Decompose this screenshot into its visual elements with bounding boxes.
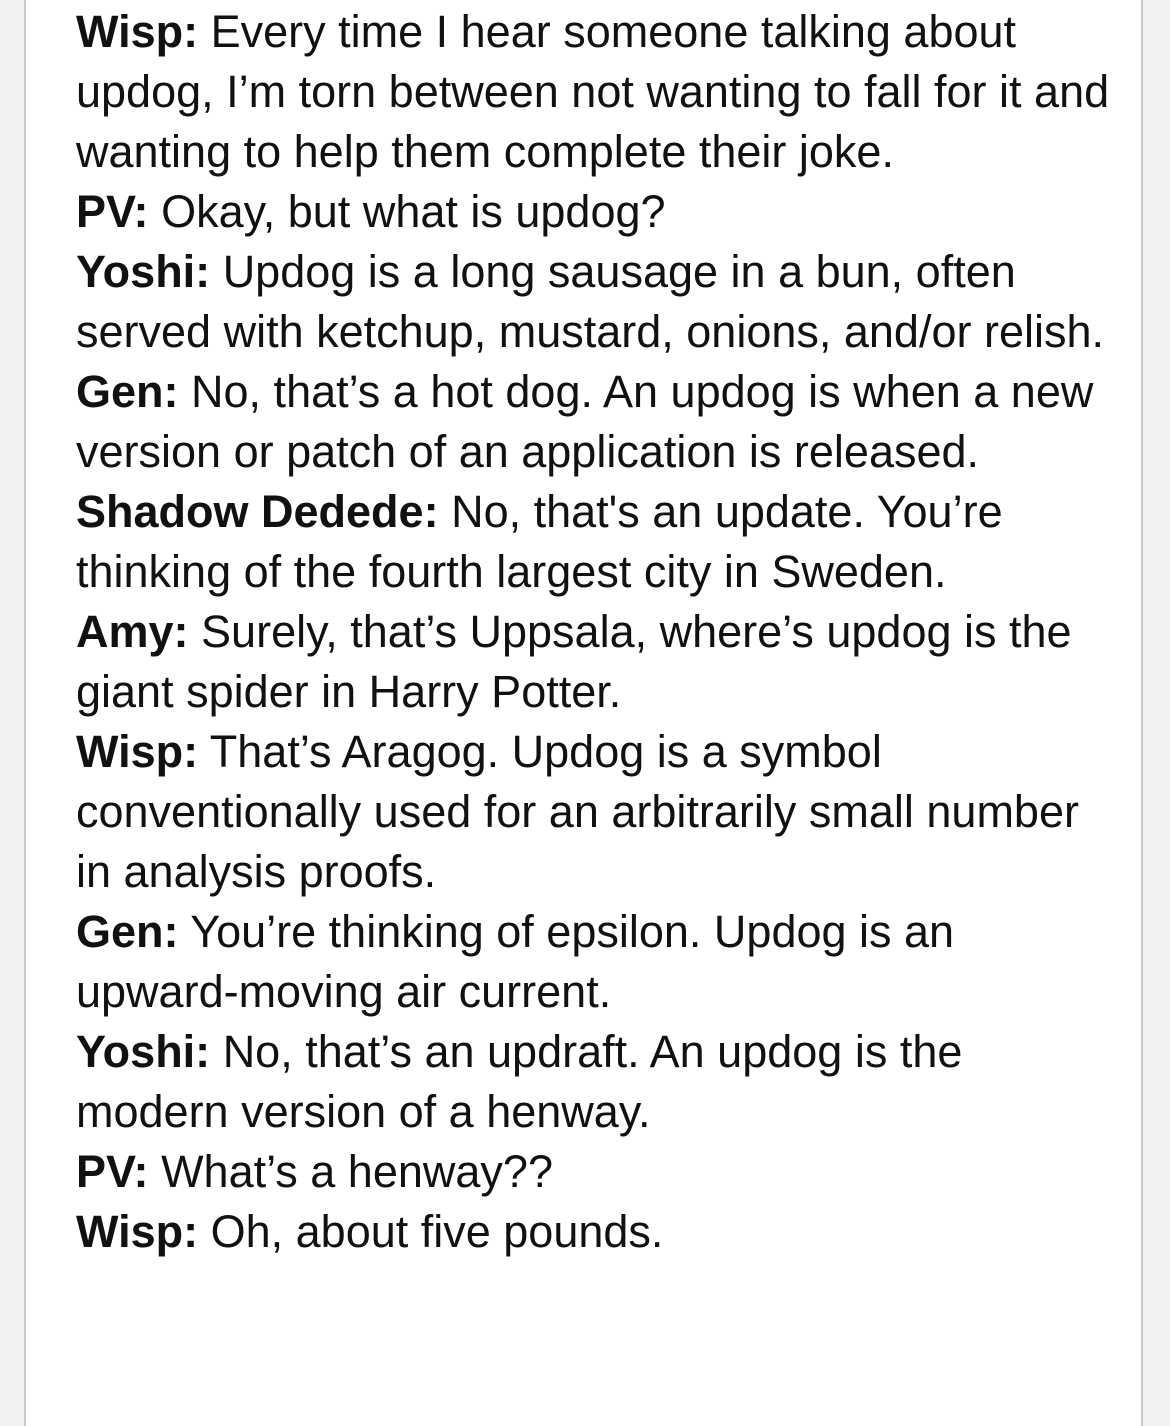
speaker-name: PV:	[76, 1146, 149, 1197]
dialogue-line	[76, 1022, 1116, 1142]
speaker-name: Wisp:	[76, 6, 199, 57]
speaker-name: Gen:	[76, 366, 179, 417]
dialogue-line	[76, 722, 1116, 902]
dialogue-line	[76, 242, 1116, 362]
dialogue-text: Updog is a long sausage in a bun, often served with ketchup, mustard, onions, and/or relish.	[76, 246, 1105, 357]
speaker-name: Yoshi:	[76, 1026, 211, 1077]
dialogue-line	[76, 482, 1116, 602]
speaker-name: PV:	[76, 186, 149, 237]
dialogue-text: Okay, but what is updog?	[161, 186, 666, 237]
speaker-name: Wisp:	[76, 726, 199, 777]
speaker-name: Yoshi:	[76, 246, 211, 297]
dialogue-line	[76, 602, 1116, 722]
dialogue-text: No, that's an update. You’re thinking of the fourth largest city in Sweden.	[76, 486, 1003, 597]
dialogue-line	[76, 1142, 1116, 1202]
dialogue-line	[76, 1202, 1116, 1262]
dialogue-line	[76, 2, 1116, 182]
dialogue-text: You’re thinking of epsilon. Updog is an upward-moving air current.	[76, 906, 955, 1017]
dialogue-text: No, that’s an updraft. An updog is the modern version of a henway.	[76, 1026, 963, 1137]
dialogue-text: No, that’s a hot dog. An updog is when a new version or patch of an application is released.	[76, 366, 1094, 477]
speaker-name: Amy:	[76, 606, 189, 657]
dialogue-transcript	[76, 2, 1116, 1262]
dialogue-line	[76, 902, 1116, 1022]
dialogue-text: Oh, about five pounds.	[210, 1206, 664, 1257]
dialogue-text: Every time I hear someone talking about updog, I’m torn between not wanting to fall for it and wanting to help them complete their joke.	[76, 6, 1110, 177]
dialogue-text: That’s Aragog. Updog is a symbol conventionally used for an arbitrarily small number in analysis proofs.	[76, 726, 1079, 897]
dialogue-line	[76, 182, 1116, 242]
dialogue-text: What’s a henway??	[161, 1146, 553, 1197]
speaker-name: Wisp:	[76, 1206, 199, 1257]
dialogue-text: Surely, that’s Uppsala, where’s updog is the giant spider in Harry Potter.	[76, 606, 1072, 717]
dialogue-line	[76, 362, 1116, 482]
speaker-name: Gen:	[76, 906, 179, 957]
speaker-name: Shadow Dedede:	[76, 486, 439, 537]
